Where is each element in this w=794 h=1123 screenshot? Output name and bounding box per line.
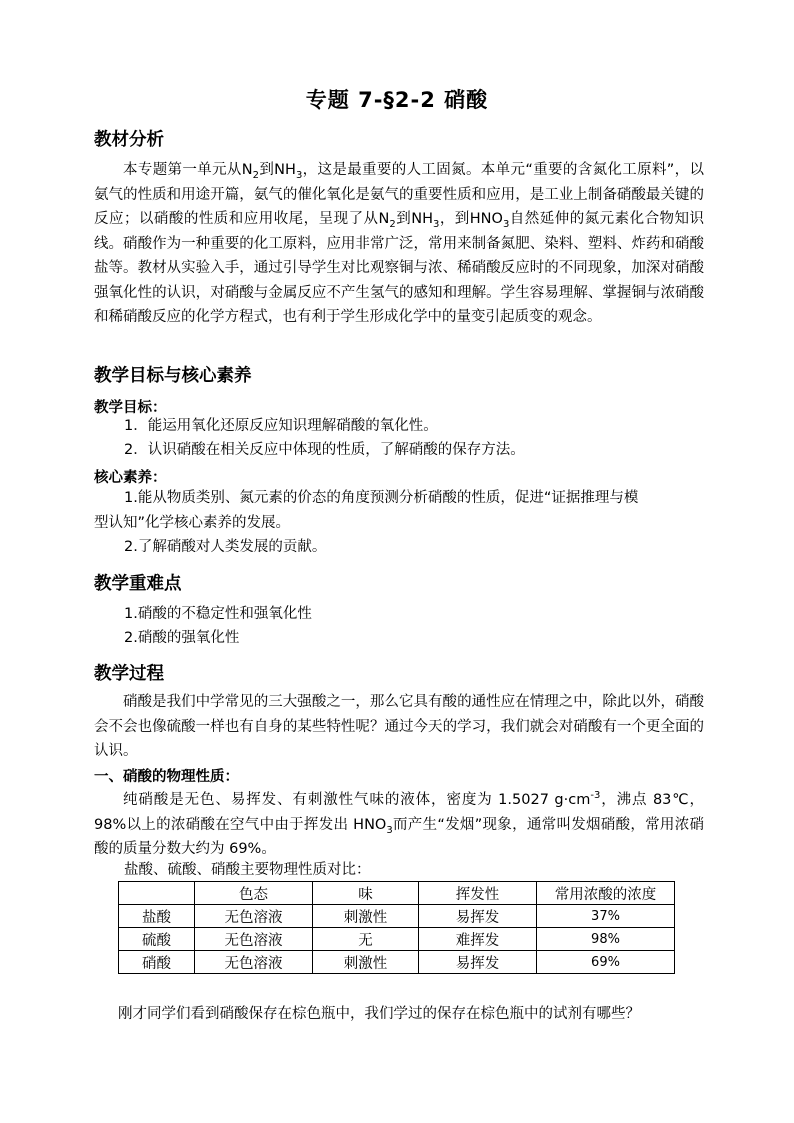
table-cell: 37% (537, 905, 675, 928)
text-run: 自然延伸的氮元素化合物知识线。硝酸作为一种重要的化工原料，应用非常广泛，常用来制备氮肥、染料、塑料、炸药和硝酸盐等。教材从实验入手，通过引导学生对比观察铜与浓、稀硝酸反应时的不同现象，加深对硝酸强氧化性的认识，对硝酸与金属反应不产生氢气的感知和理解。学生容易理解、掌握铜与浓硝酸和稀硝酸反应的化学方程式，也有利于学生形成化学中的量变引起质变的观念。 (94, 211, 704, 325)
table-cell: 易挥发 (419, 951, 537, 974)
goal-item-2: 2．认识硝酸在相关反应中体现的性质，了解硝酸的保存方法。 (124, 442, 525, 458)
subscript: 2 (389, 218, 396, 230)
subscript: 3 (432, 218, 440, 230)
text-run: ，沸点 83℃，98%以上的浓硝酸在空气中由于挥发出 HNO (94, 792, 704, 833)
text-run: 纯硝酸是无色、易挥发、有刺激性气味的液体，密度为 1.5027 g·cm (123, 792, 591, 808)
comparison-table (118, 881, 675, 974)
table-cell: 易挥发 (419, 905, 537, 928)
text-run: 而产生“发烟”现象，通常叫发烟硝酸，常用浓硝酸的质量分数大约为 69%。 (94, 816, 704, 857)
heading-textbook-analysis: 教材分析 (94, 130, 164, 150)
subscript: 3 (502, 218, 510, 230)
page-title: 专题 7-§2-2 硝酸 (305, 88, 489, 112)
key-point-2: 2.硝酸的强氧化性 (124, 630, 240, 646)
heading-process: 教学过程 (94, 664, 164, 684)
subscript: 3 (386, 824, 393, 836)
table-header-cell: 味 (313, 882, 419, 905)
table-cell: 无色溶液 (195, 905, 313, 928)
table-row (119, 905, 675, 928)
text-run: ，这是最重要的人工固氮。本单元“重要的含氮化工原料”，以氨气的性质和用途开篇，氨气的催化氧化是氨气的重要性质和应用，是工业上制备硝酸最关键的反应；以硝酸的性质和应用收尾，呈现了从N (94, 162, 704, 227)
textbook-analysis-paragraph (94, 158, 704, 330)
table-cell: 难挥发 (419, 928, 537, 951)
table-cell: 刺激性 (313, 905, 419, 928)
table-cell: 无色溶液 (195, 928, 313, 951)
core-item-1a: 1.能从物质类别、氮元素的价态的角度预测分析硝酸的性质，促进“证据推理与模 (124, 490, 639, 506)
closing-question: 刚才同学们看到硝酸保存在棕色瓶中，我们学过的保存在棕色瓶中的试剂有哪些？ (118, 1006, 640, 1022)
table-cell: 69% (537, 951, 675, 974)
table-header-cell: 色态 (195, 882, 313, 905)
text-run: ，到HNO (439, 211, 503, 227)
goal-label: 教学目标： (94, 400, 167, 416)
table-header-cell: 常用浓酸的浓度 (537, 882, 675, 905)
superscript: -3 (590, 790, 601, 802)
process-intro: 硝酸是我们中学常见的三大强酸之一，那么它具有酸的通性应在情理之中，除此以外，硝酸会不会也像硫酸一样也有自身的某些特性呢？通过今天的学习，我们就会对硝酸有一个更全面的认识。 (94, 694, 704, 759)
table-row (119, 951, 675, 974)
table-cell: 刺激性 (313, 951, 419, 974)
text-run: 本专题第一单元从N (123, 162, 253, 178)
subscript: 3 (295, 169, 303, 181)
table-caption: 盐酸、硫酸、硝酸主要物理性质对比： (124, 862, 371, 878)
table-cell: 无色溶液 (195, 951, 313, 974)
subscript: 2 (252, 169, 259, 181)
heading-objectives: 教学目标与核心素养 (94, 366, 252, 386)
table-cell: 盐酸 (119, 905, 195, 928)
core-label: 核心素养： (94, 470, 167, 486)
table-cell: 硝酸 (119, 951, 195, 974)
key-point-1: 1.硝酸的不稳定性和强氧化性 (124, 606, 312, 622)
text-run: 到NH (395, 211, 433, 227)
table-cell: 无 (313, 928, 419, 951)
table-cell: 硫酸 (119, 928, 195, 951)
core-item-2: 2.了解硝酸对人类发展的贡献。 (124, 539, 327, 555)
text-run: 到NH (258, 162, 296, 178)
goal-item-1: 1．能运用氧化还原反应知识理解硝酸的氧化性。 (124, 418, 438, 434)
core-item-1b: 型认知”化学核心素养的发展。 (94, 515, 291, 531)
physical-properties-paragraph (94, 788, 704, 862)
table-row (119, 928, 675, 951)
heading-key-points: 教学重难点 (94, 574, 182, 594)
table-header-row (119, 882, 675, 905)
table-header-cell (119, 882, 195, 905)
table-cell: 98% (537, 928, 675, 951)
table-header-cell: 挥发性 (419, 882, 537, 905)
physical-properties-heading: 一、硝酸的物理性质： (94, 769, 239, 785)
